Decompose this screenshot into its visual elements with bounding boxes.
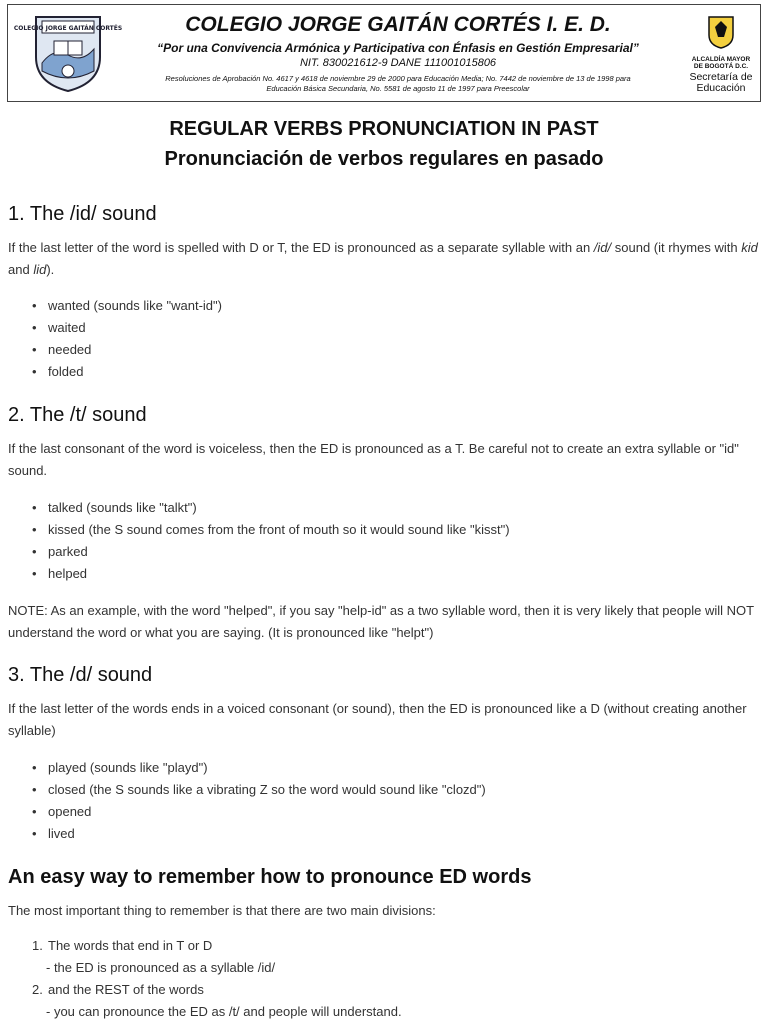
- list-number: 1.: [32, 938, 43, 953]
- list-item: [32, 979, 402, 1023]
- note-helped: NOTE: As an example, with the word "helped", if you say "help-id" as a two syllable word, then it is very likely that people will NOT understand the word or what you are saying. (It is pronounced like "helpt"): [8, 603, 754, 640]
- body-text: ).: [46, 262, 55, 277]
- school-nit: NIT. 830021612-9 DANE 111001015806: [299, 57, 497, 69]
- page-subtitle: Pronunciación de verbos regulares en pasado: [164, 148, 604, 170]
- bogota-shield-icon: [706, 15, 736, 49]
- list-item: • folded: [32, 361, 222, 383]
- body-text: and: [8, 262, 34, 277]
- list-item-sub: - the ED is pronounced as a syllable /id/: [46, 960, 276, 975]
- list-item: • opened: [32, 801, 486, 823]
- list-item: • helped: [32, 563, 510, 585]
- list-item: • kissed (the S sound comes from the front of mouth so it would sound like "kisst"): [32, 519, 510, 541]
- bogota-seal: [688, 15, 754, 95]
- list-item-text: The words that end in T or D: [48, 938, 213, 953]
- list-item: • needed: [32, 339, 222, 361]
- list-item: • parked: [32, 541, 510, 563]
- example-list-id: [32, 295, 222, 383]
- section-heading-t-sound: 2. The /t/ sound: [8, 404, 147, 426]
- body-text: sound (it rhymes with: [611, 240, 742, 255]
- list-item-text: and the REST of the words: [48, 982, 204, 997]
- body-emphasis: lid: [33, 262, 47, 277]
- page-title: REGULAR VERBS PRONUNCIATION IN PAST: [169, 118, 599, 140]
- example-list-t: [32, 497, 510, 585]
- list-item: • wanted (sounds like "want-id"): [32, 295, 222, 317]
- divisions-list: [32, 935, 402, 1023]
- section-body-t-sound: If the last consonant of the word is voiceless, then the ED is pronounced as a T. Be careful not to create an extra syllable or "id" sound.: [8, 441, 739, 478]
- school-shield-icon: [13, 11, 123, 95]
- section-heading-easy-way: An easy way to remember how to pronounce ED words: [8, 866, 532, 888]
- body-emphasis: /id/: [593, 240, 612, 255]
- approval-resolutions: Resoluciones de Aprobación No. 4617 y 4618 de noviembre 29 de 2000 para Educación Media; No. 7442 de noviembre de 13 de 1998 para Educación Básica Secundaria, No. 5581 de agosto 11 de 1997 para Preescolar: [165, 74, 631, 93]
- list-item: • waited: [32, 317, 222, 339]
- alcaldia-label: ALCALDÍA MAYOR DE BOGOTÁ D.C.: [691, 56, 751, 70]
- school-header: [7, 4, 761, 102]
- secretaria-label: Secretaría de Educación: [689, 71, 753, 94]
- body-text: If the last letter of the word is spelled with D or T, the ED is pronounced as a separate syllable with an: [8, 240, 594, 255]
- list-item: [32, 935, 402, 979]
- list-item: • lived: [32, 823, 486, 845]
- body-emphasis: kid: [741, 240, 758, 255]
- list-item: • talked (sounds like "talkt"): [32, 497, 510, 519]
- example-list-d: [32, 757, 486, 845]
- section-body-easy-way: The most important thing to remember is that there are two main divisions:: [8, 903, 436, 918]
- list-number: 2.: [32, 982, 43, 997]
- section-body-id-sound: [8, 237, 760, 281]
- list-item: • closed (the S sounds like a vibrating Z so the word would sound like "clozd"): [32, 779, 486, 801]
- section-body-d-sound: If the last letter of the words ends in a voiced consonant (or sound), then the ED is pronounced like a D (without creating another syllable): [8, 701, 747, 738]
- school-name: COLEGIO JORGE GAITÁN CORTÉS I. E. D.: [185, 13, 611, 36]
- logo-text: COLEGIO JORGE GAITÁN CORTÉS: [13, 25, 123, 32]
- list-item-sub: - you can pronounce the ED as /t/ and people will understand.: [46, 1004, 402, 1019]
- section-heading-id-sound: 1. The /id/ sound: [8, 203, 157, 225]
- list-item: • played (sounds like "playd"): [32, 757, 486, 779]
- school-motto: “Por una Convivencia Armónica y Participativa con Énfasis en Gestión Empresarial”: [157, 41, 639, 55]
- section-heading-d-sound: 3. The /d/ sound: [8, 664, 153, 686]
- school-logo: [13, 11, 123, 95]
